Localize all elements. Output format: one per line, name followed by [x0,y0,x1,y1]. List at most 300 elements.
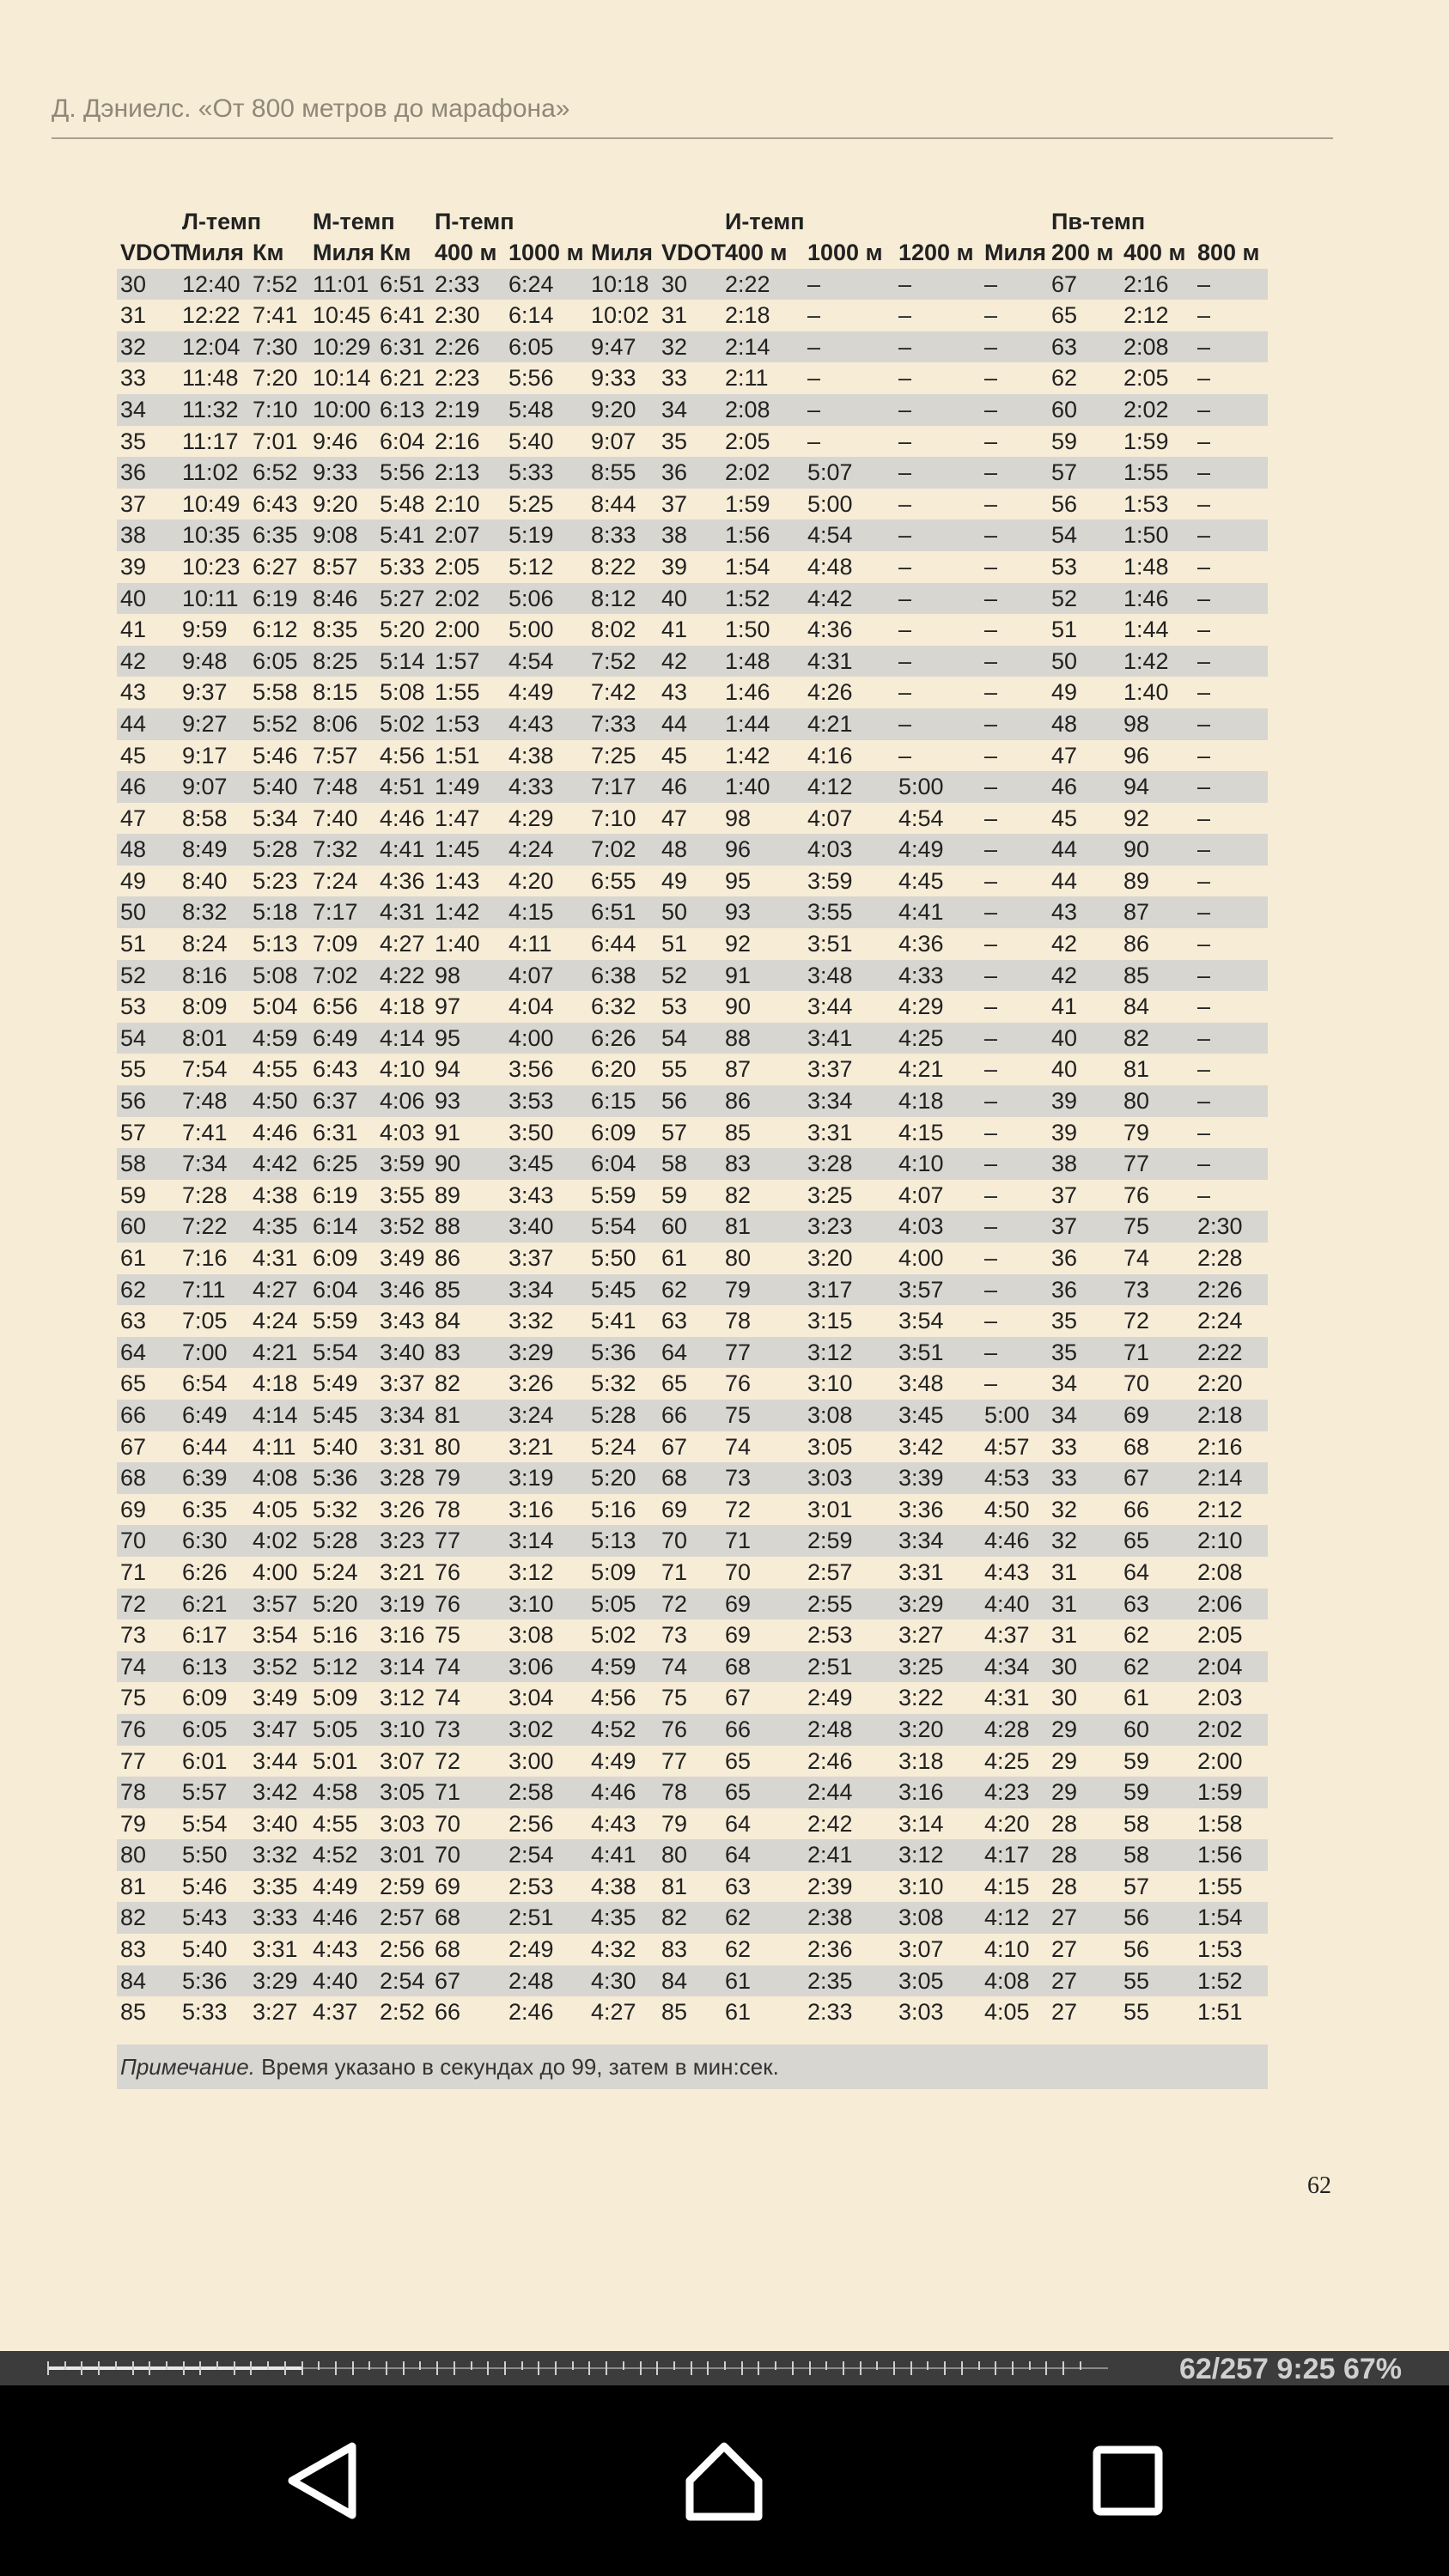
table-cell: 31 [120,302,147,329]
table-cell: 61 [120,1245,147,1271]
table-cell: – [807,302,821,329]
table-cell: 2:23 [435,365,480,392]
table-cell: 4:37 [313,1999,358,2026]
table-row [117,1871,1268,1903]
table-cell: 61 [725,1999,752,2026]
table-cell: 2:19 [435,396,480,422]
table-cell: 11:48 [182,365,239,392]
table-cell: 9:17 [182,742,228,769]
page-counter: 62/257 [1178,2353,1269,2385]
chapter-tick [673,2361,675,2370]
table-cell: 32 [661,333,688,360]
table-cell: 1:56 [1197,1842,1243,1868]
table-cell: 67 [435,1967,461,1994]
table-cell: 70 [120,1528,147,1554]
table-cell: 52 [1051,585,1078,611]
table-cell: 2:58 [508,1779,554,1806]
table-cell: 47 [120,805,147,831]
chapter-tick [910,2361,912,2375]
table-cell: 3:55 [807,899,853,926]
table-cell: 35 [661,428,688,454]
chapter-tick [47,2361,49,2375]
table-cell: 45 [120,742,147,769]
table-cell: 60 [661,1213,688,1240]
table-cell: 12:04 [182,333,240,360]
table-cell: 3:35 [253,1873,298,1899]
table-cell: 42 [120,647,147,674]
table-cell: – [984,774,998,800]
table-cell: 58 [120,1151,147,1177]
table-cell: 4:24 [253,1308,298,1334]
chapter-tick [995,2361,996,2375]
table-cell: 11:32 [182,396,239,422]
table-cell: 59 [1051,428,1078,454]
table-cell: 70 [1123,1370,1150,1397]
table-cell: 3:12 [807,1339,853,1365]
table-cell: 6:19 [253,585,298,611]
table-cell: 5:41 [591,1308,636,1334]
table-row [117,331,1268,363]
column-group-header [117,206,179,237]
table-cell: 2:54 [380,1967,425,1994]
table-cell: 7:16 [182,1245,228,1271]
table-cell: 4:59 [253,1024,298,1051]
table-cell: – [984,647,998,674]
table-cell: 56 [1051,490,1078,517]
table-cell: 3:51 [807,931,853,957]
table-cell: 46 [661,774,688,800]
table-cell: 41 [661,617,688,643]
table-cell: 3:41 [807,1024,853,1051]
table-cell: 69 [1123,1401,1150,1428]
column-header: 1000 м [807,240,883,265]
table-row [117,614,1268,646]
table-cell: 3:01 [380,1842,425,1868]
column-group-header: Пв-темп [1051,209,1146,234]
table-cell: 3:10 [380,1716,425,1742]
table-cell: 46 [1051,774,1078,800]
reading-progress-fill [47,2366,301,2370]
table-cell: 2:36 [807,1936,853,1963]
table-cell: – [1197,836,1211,863]
table-cell: 4:12 [807,774,853,800]
table-cell: 73 [435,1716,461,1742]
table-cell: 51 [661,931,688,957]
table-cell: 5:41 [380,522,425,549]
chapter-tick [183,2361,185,2375]
table-cell: 3:21 [380,1558,425,1585]
table-cell: – [1197,993,1211,1020]
table-cell: 79 [435,1465,461,1492]
table-cell: – [1197,1119,1211,1145]
table-row [117,269,1268,301]
table-cell: 7:34 [182,1151,228,1177]
table-cell: 80 [725,1245,752,1271]
table-cell: 67 [1123,1465,1150,1492]
table-cell: 92 [1123,805,1150,831]
table-cell: 47 [1051,742,1078,769]
column-header: Миля [984,240,1046,265]
table-row [117,1934,1268,1965]
table-cell: 3:34 [380,1401,425,1428]
table-cell: 82 [661,1905,688,1931]
chapter-tick [944,2361,946,2375]
table-row [117,489,1268,520]
table-cell: 3:08 [508,1622,554,1649]
table-cell: 2:42 [807,1810,853,1837]
table-cell: 40 [661,585,688,611]
table-cell: 2:38 [807,1905,853,1931]
table-cell: 5:07 [807,459,853,486]
table-cell: 32 [120,333,147,360]
table-cell: 3:14 [898,1810,944,1837]
column-header: 1000 м [508,240,584,265]
table-cell: 10:14 [313,365,371,392]
table-cell: 5:14 [380,647,425,674]
table-cell: 94 [435,1056,461,1083]
table-cell: 3:22 [898,1685,944,1711]
table-cell: 4:29 [508,805,554,831]
table-cell: 4:16 [807,742,853,769]
table-cell: 68 [1123,1433,1150,1460]
table-cell: 5:16 [313,1622,358,1649]
table-cell: 3:55 [380,1182,425,1208]
table-cell: 4:11 [508,931,552,957]
table-cell: 72 [435,1747,461,1774]
table-cell: 6:55 [591,867,636,894]
table-cell: 4:43 [508,710,554,737]
column-header: 400 м [725,240,788,265]
table-cell: 1:44 [725,710,770,737]
table-cell: 6:21 [380,365,425,392]
table-cell: 6:52 [253,459,298,486]
table-cell: 6:51 [591,899,636,926]
table-cell: 5:48 [508,396,554,422]
table-cell: 5:54 [591,1213,636,1240]
table-cell: 3:37 [380,1370,425,1397]
table-cell: 5:28 [313,1528,358,1554]
table-cell: – [898,710,912,737]
table-cell: 5:57 [182,1779,228,1806]
table-cell: 95 [725,867,752,894]
table-cell: – [984,1119,998,1145]
table-cell: 6:13 [380,396,425,422]
table-cell: – [1197,931,1211,957]
table-cell: 3:57 [898,1276,944,1303]
table-cell: – [1197,1024,1211,1051]
table-cell: 3:05 [380,1779,425,1806]
table-cell: 3:59 [807,867,853,894]
table-cell: 94 [1123,774,1150,800]
table-cell: 51 [1051,617,1078,643]
table-cell: 6:35 [253,522,298,549]
chapter-tick [267,2361,269,2370]
table-cell: 84 [1123,993,1150,1020]
table-cell: 7:32 [313,836,358,863]
table-cell: 86 [435,1245,461,1271]
table-cell: 45 [661,742,688,769]
table-cell: 40 [1051,1024,1078,1051]
table-cell: 3:36 [898,1496,944,1522]
chapter-tick [352,2361,354,2375]
table-cell: – [807,333,821,360]
table-cell: 4:08 [984,1967,1030,1994]
table-cell: 4:00 [898,1245,944,1271]
table-cell: 6:56 [313,993,358,1020]
table-cell: 7:42 [591,679,636,706]
table-row [117,646,1268,677]
status-text [1179,2353,1402,2386]
table-cell: 8:40 [182,867,228,894]
back-triangle-icon [283,2439,361,2522]
table-cell: 80 [1123,1088,1150,1115]
table-cell: 8:25 [313,647,358,674]
table-row [117,1400,1268,1431]
table-cell: 82 [725,1182,752,1208]
table-cell: 32 [1051,1496,1078,1522]
table-cell: 70 [661,1528,688,1554]
table-cell: 4:14 [380,1024,425,1051]
table-row [117,1557,1268,1589]
table-cell: 4:56 [591,1685,636,1711]
table-cell: 74 [1123,1245,1150,1271]
table-cell: 1:48 [725,647,770,674]
table-cell: 3:52 [253,1653,298,1680]
table-cell: 74 [435,1653,461,1680]
table-cell: 3:05 [898,1967,944,1994]
table-cell: 75 [120,1685,147,1711]
table-cell: – [1197,522,1211,549]
table-cell: 7:05 [182,1308,228,1334]
table-cell: 79 [1123,1119,1150,1145]
table-cell: 4:41 [898,899,944,926]
table-cell: – [984,899,998,926]
table-cell: 66 [725,1716,752,1742]
table-cell: 28 [1051,1873,1078,1899]
table-cell: 3:48 [898,1370,944,1397]
table-cell: – [984,1182,998,1208]
chapter-tick [216,2361,218,2370]
table-cell: 5:45 [313,1401,358,1428]
table-cell: 4:45 [898,867,944,894]
table-cell: 4:35 [591,1905,636,1931]
table-cell: 5:08 [253,962,298,988]
table-cell: 2:49 [508,1936,554,1963]
table-cell: 5:56 [508,365,554,392]
back-button[interactable] [275,2433,369,2528]
table-cell: 29 [1051,1716,1078,1742]
table-cell: 6:14 [313,1213,358,1240]
table-row [117,1619,1268,1651]
column-header: 800 м [1197,240,1260,265]
table-cell: 37 [1051,1182,1078,1208]
table-cell: 2:18 [725,302,770,329]
table-cell: 76 [661,1716,688,1742]
table-cell: 4:10 [380,1056,425,1083]
table-cell: 4:49 [591,1747,636,1774]
table-cell: – [898,302,912,329]
table-cell: 69 [661,1496,688,1522]
table-cell: 12:22 [182,302,240,329]
table-cell: – [984,270,998,297]
table-note [117,2044,1268,2089]
table-cell: 93 [725,899,752,926]
table-cell: 2:59 [807,1528,853,1554]
table-cell: 5:33 [380,553,425,580]
page-number: 62 [1307,2172,1331,2199]
table-cell: 63 [1051,333,1078,360]
table-cell: 7:54 [182,1056,228,1083]
table-cell: 4:36 [807,617,853,643]
table-cell: 3:04 [508,1685,554,1711]
table-cell: 6:19 [313,1182,358,1208]
table-cell: 8:09 [182,993,228,1020]
column-group-header [895,206,981,237]
table-cell: 3:53 [508,1088,554,1115]
chapter-tick [978,2361,980,2370]
table-cell: 38 [661,522,688,549]
table-cell: 31 [1051,1622,1078,1649]
table-cell: 8:33 [591,522,636,549]
table-cell: 98 [1123,710,1150,737]
table-cell: 3:49 [380,1245,425,1271]
table-cell: 4:08 [253,1465,298,1492]
table-row [117,896,1268,928]
table-cell: 86 [1123,931,1150,957]
table-cell: 1:45 [435,836,480,863]
table-cell: 1:40 [435,931,480,957]
column-header: Миля [591,240,653,265]
table-cell: 8:58 [182,805,228,831]
table-row [117,1808,1268,1840]
table-cell: 7:01 [253,428,298,454]
table-cell: 7:22 [182,1213,228,1240]
table-cell: 6:30 [182,1528,228,1554]
table-cell: – [1197,459,1211,486]
table-cell: 3:46 [380,1276,425,1303]
table-cell: – [984,962,998,988]
chapter-tick [166,2361,167,2370]
table-cell: 57 [120,1119,147,1145]
table-cell: 73 [661,1622,688,1649]
table-cell: 29 [1051,1747,1078,1774]
table-cell: 3:10 [898,1873,944,1899]
table-row [117,1431,1268,1463]
table-cell: 66 [120,1401,147,1428]
table-row [117,1839,1268,1871]
table-cell: 10:29 [313,333,371,360]
table-cell: 3:08 [807,1401,853,1428]
table-cell: 49 [120,867,147,894]
table-cell: 2:14 [1197,1465,1243,1492]
table-cell: 87 [725,1056,752,1083]
table-cell: 4:52 [313,1842,358,1868]
table-cell: 4:35 [253,1213,298,1240]
table-cell: 6:31 [380,333,425,360]
table-cell: 84 [661,1967,688,1994]
chapter-tick [98,2361,100,2375]
table-cell: 5:13 [591,1528,636,1554]
home-button[interactable] [677,2433,771,2528]
table-row [117,1965,1268,1997]
table-cell: – [1197,867,1211,894]
table-cell: 6:26 [591,1024,636,1051]
chapter-tick [284,2361,286,2375]
table-cell: 5:54 [313,1339,358,1365]
table-cell: 82 [1123,1024,1150,1051]
table-cell: 4:10 [984,1936,1030,1963]
table-cell: 5:00 [984,1401,1030,1428]
table-cell: 62 [1123,1653,1150,1680]
table-cell: – [1197,428,1211,454]
table-cell: 30 [1051,1653,1078,1680]
table-cell: 31 [1051,1558,1078,1585]
table-cell: 3:28 [380,1465,425,1492]
table-cell: 4:15 [898,1119,944,1145]
chapter-tick [555,2361,557,2375]
table-cell: 5:16 [591,1496,636,1522]
table-cell: 4:22 [380,962,425,988]
table-cell: – [984,1245,998,1271]
table-row [117,1180,1268,1212]
reader-status-bar[interactable] [0,2351,1449,2385]
chapter-tick [471,2361,472,2370]
table-cell: 2:06 [1197,1590,1243,1617]
table-cell: – [1197,1088,1211,1115]
chapter-tick [419,2361,421,2370]
reading-progress-track[interactable] [47,2367,1108,2369]
table-cell: – [984,459,998,486]
table-cell: 1:46 [1123,585,1169,611]
table-cell: 65 [725,1779,752,1806]
table-cell: 4:50 [253,1088,298,1115]
table-cell: 4:38 [253,1182,298,1208]
table-cell: 63 [1123,1590,1150,1617]
table-cell: 62 [1123,1622,1150,1649]
table-cell: – [984,428,998,454]
table-cell: 5:00 [508,617,554,643]
table-cell: 4:23 [984,1779,1030,1806]
table-cell: 8:35 [313,617,358,643]
recents-button[interactable] [1081,2433,1175,2528]
table-cell: 8:55 [591,459,636,486]
table-cell: 83 [725,1151,752,1177]
table-cell: 5:02 [591,1622,636,1649]
chapter-tick [436,2361,438,2375]
table-cell: 1:42 [1123,647,1169,674]
chapter-tick [454,2361,455,2375]
table-cell: 6:05 [182,1716,228,1742]
table-cell: 64 [661,1339,688,1365]
table-cell: 73 [725,1465,752,1492]
table-cell: – [1197,742,1211,769]
table-cell: 3:32 [508,1308,554,1334]
table-row [117,1714,1268,1746]
table-cell: 1:42 [725,742,770,769]
table-cell: 4:55 [253,1056,298,1083]
chapter-tick [538,2361,539,2375]
table-cell: 3:24 [508,1401,554,1428]
table-cell: 37 [1051,1213,1078,1240]
table-cell: 3:44 [807,993,853,1020]
table-cell: 3:54 [253,1622,298,1649]
table-cell: 3:31 [898,1558,944,1585]
table-cell: 4:38 [591,1873,636,1899]
table-cell: 50 [1051,647,1078,674]
table-cell: 42 [661,647,688,674]
table-cell: 7:02 [313,962,358,988]
table-cell: 1:50 [1123,522,1169,549]
